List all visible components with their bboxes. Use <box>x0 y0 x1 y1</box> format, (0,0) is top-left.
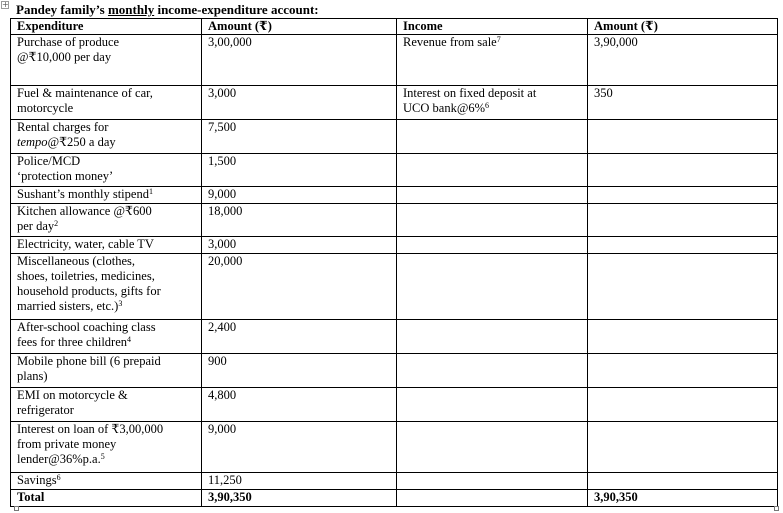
header-income: Income <box>397 19 588 35</box>
row-end-marker-icon <box>774 506 779 511</box>
table-row <box>11 120 778 154</box>
expenditure-cell: Savings$^6$ <box>11 473 202 490</box>
amount-cell: 4,800 <box>202 388 397 422</box>
expenditure-cell: Police/MCD ‘protection money’ <box>11 154 202 187</box>
income-cell <box>397 120 588 154</box>
income-cell <box>397 187 588 204</box>
table-row <box>11 388 778 422</box>
income-amount-cell <box>588 320 778 354</box>
income-amount-cell: 3,90,000 <box>588 35 778 86</box>
amount-cell: 900 <box>202 354 397 388</box>
income-amount-cell <box>588 154 778 187</box>
expenditure-cell: Rental charges for tempo@₹250 a day <box>11 120 202 154</box>
income-amount-cell <box>588 187 778 204</box>
income-amount-cell <box>588 354 778 388</box>
income-cell <box>397 388 588 422</box>
income-cell <box>397 237 588 254</box>
table-move-handle-icon[interactable]: + <box>2 0 9 9</box>
amount-cell: 3,00,000 <box>202 35 397 86</box>
expenditure-cell: Electricity, water, cable TV <box>11 237 202 254</box>
table-header-row <box>11 19 778 35</box>
income-amount-cell <box>588 120 778 154</box>
amount-cell: 9,000 <box>202 187 397 204</box>
expenditure-cell: Mobile phone bill (6 prepaid plans) <box>11 354 202 388</box>
income-cell: Revenue from sale$^7$ <box>397 35 588 86</box>
header-amount-expenditure: Amount (₹) <box>202 19 397 35</box>
table-row <box>11 35 778 86</box>
amount-cell: 3,000 <box>202 86 397 120</box>
income-amount-cell <box>588 254 778 320</box>
income-cell <box>397 354 588 388</box>
expenditure-cell: Interest on loan of ₹3,00,000 from private money lender@36%p.a.$^5$ <box>11 422 202 473</box>
income-amount-cell: 350 <box>588 86 778 120</box>
amount-cell: 11,250 <box>202 473 397 490</box>
total-income-label-cell <box>397 490 588 507</box>
expenditure-cell: EMI on motorcycle & refrigerator <box>11 388 202 422</box>
table-row <box>11 254 778 320</box>
income-cell: Interest on fixed deposit at UCO bank@6%$^6$ <box>397 86 588 120</box>
income-amount-cell <box>588 473 778 490</box>
row-end-marker-icon <box>14 506 19 511</box>
amount-cell: 18,000 <box>202 204 397 237</box>
total-expenditure-amount: 3,90,350 <box>202 490 397 507</box>
income-expenditure-table <box>10 18 778 507</box>
amount-cell: 3,000 <box>202 237 397 254</box>
amount-cell: 9,000 <box>202 422 397 473</box>
amount-cell: 20,000 <box>202 254 397 320</box>
income-cell <box>397 422 588 473</box>
table-row <box>11 204 778 237</box>
total-row <box>11 490 778 507</box>
expenditure-cell: Miscellaneous (clothes, shoes, toiletries, medicines, household products, gifts for married sisters, etc.)$^3$ <box>11 254 202 320</box>
expenditure-cell: Sushant’s monthly stipend$^1$ <box>11 187 202 204</box>
total-label: Total <box>11 490 202 507</box>
expenditure-cell: Purchase of produce @₹10,000 per day <box>11 35 202 86</box>
amount-cell: 1,500 <box>202 154 397 187</box>
income-cell <box>397 204 588 237</box>
table-row <box>11 354 778 388</box>
expenditure-cell: After-school coaching class fees for three children$^4$ <box>11 320 202 354</box>
header-expenditure: Expenditure <box>11 19 202 35</box>
income-cell <box>397 154 588 187</box>
table-row <box>11 154 778 187</box>
table-row <box>11 237 778 254</box>
income-cell <box>397 473 588 490</box>
page-title: Pandey family’s monthly income-expenditure account: <box>16 2 319 17</box>
income-amount-cell <box>588 204 778 237</box>
expenditure-cell: Kitchen allowance @₹600 per day$^2$ <box>11 204 202 237</box>
table-row <box>11 473 778 490</box>
table-row <box>11 187 778 204</box>
total-income-amount: 3,90,350 <box>588 490 778 507</box>
header-amount-income: Amount (₹) <box>588 19 778 35</box>
income-amount-cell <box>588 422 778 473</box>
table-row <box>11 86 778 120</box>
table-row <box>11 320 778 354</box>
income-amount-cell <box>588 388 778 422</box>
income-cell <box>397 254 588 320</box>
income-amount-cell <box>588 237 778 254</box>
amount-cell: 2,400 <box>202 320 397 354</box>
income-cell <box>397 320 588 354</box>
table-row <box>11 422 778 473</box>
expenditure-cell: Fuel & maintenance of car, motorcycle <box>11 86 202 120</box>
amount-cell: 7,500 <box>202 120 397 154</box>
